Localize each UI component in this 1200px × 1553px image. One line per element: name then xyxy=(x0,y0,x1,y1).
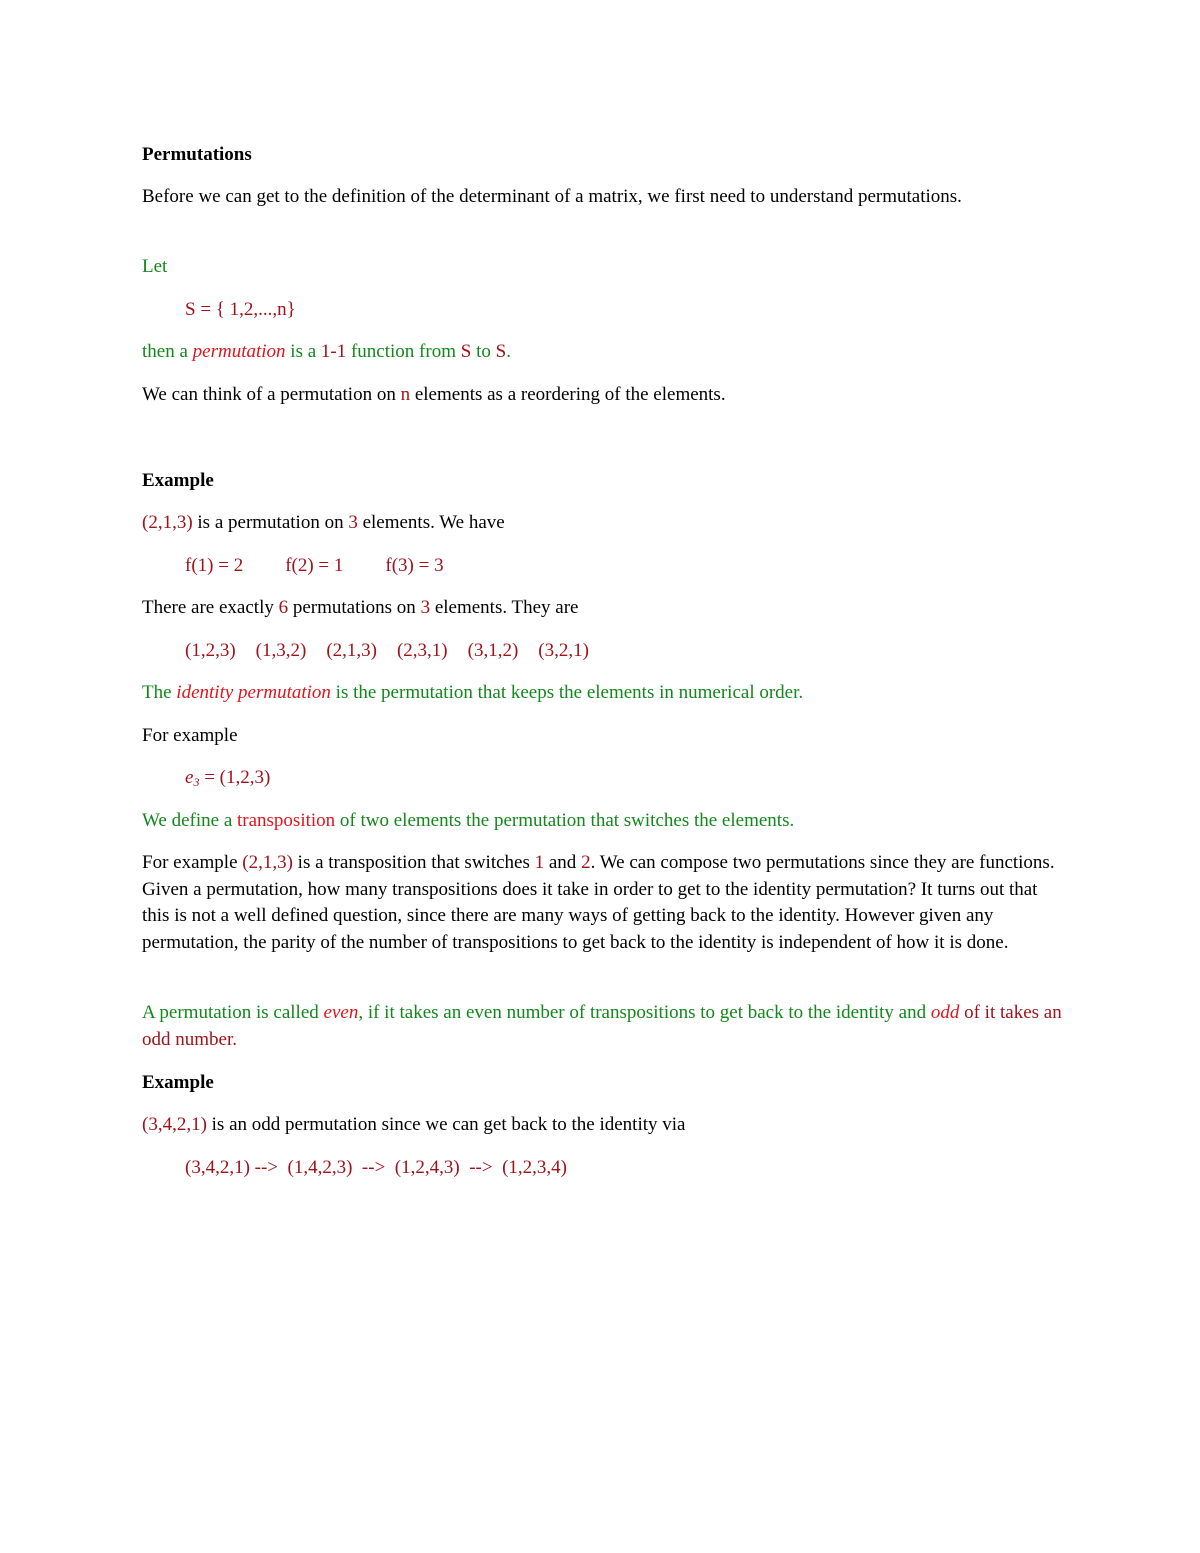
perm-text-b: elements. We have xyxy=(357,512,505,533)
n-variable: n xyxy=(400,384,411,405)
para-c: . We can compose two permutations since they are functions. Given a permutation, how many transpositions does it take in order to get to the identity permutation? It turns out that this is not a well defined question, since there are many ways of getting back to the identity. However given any permutation, the parity of the number of transpositions to get back to the identity is independent of how it is done. xyxy=(142,852,1055,953)
odd-term: odd xyxy=(930,1002,960,1023)
perm-item: (1,2,3) xyxy=(185,640,236,661)
intro-paragraph: Before we can get to the definition of the determinant of a matrix, we first need to understand permutations. xyxy=(142,186,962,207)
example-title-2: Example xyxy=(142,1072,214,1093)
function-values xyxy=(185,552,444,579)
transp-a: We define a xyxy=(142,810,237,831)
let-label: Let xyxy=(142,256,168,277)
odd-example-permutation: (3,4,2,1) xyxy=(142,1114,207,1135)
transposition-chain: (3,4,2,1) --> (1,4,2,3) --> (1,2,4,3) --> (1,2,3,4) xyxy=(185,1157,567,1178)
set-s-first: S xyxy=(460,341,472,362)
count-sentence xyxy=(142,594,578,621)
permutation-definition xyxy=(142,338,511,365)
para-one: 1 xyxy=(534,852,545,873)
identity-definition xyxy=(142,679,803,706)
transp-b: of two elements the permutation that switches the elements. xyxy=(335,810,795,831)
even-b: , if it takes an even number of transpositions to get back to the identity and xyxy=(358,1002,931,1023)
reordering-sentence xyxy=(142,381,726,408)
permutation-term: permutation xyxy=(192,341,286,362)
even-odd-definition xyxy=(142,999,1062,1053)
for-example-label: For example xyxy=(142,725,238,746)
perm-item: (2,1,3) xyxy=(326,640,377,661)
para-b: is a transposition that switches xyxy=(292,852,535,873)
identity-value: = (1,2,3) xyxy=(199,767,271,788)
section-title: Permutations xyxy=(142,144,252,165)
example-title: Example xyxy=(142,470,214,491)
set-s-second: S xyxy=(495,341,507,362)
f3-value: f(3) = 3 xyxy=(385,555,444,576)
identity-example xyxy=(185,764,270,791)
odd-b: of it takes an odd number. xyxy=(142,1002,1062,1050)
def-function: function from xyxy=(346,341,461,362)
even-term: even xyxy=(323,1002,359,1023)
example-permutation: (2,1,3) xyxy=(142,512,193,533)
six-count: 6 xyxy=(278,597,289,618)
e-subscript: 3 xyxy=(193,775,200,789)
transposition-term: transposition xyxy=(237,810,336,831)
one-to-one: 1-1 xyxy=(320,341,347,362)
perm-text-a: is a permutation on xyxy=(192,512,349,533)
identity-b: is the permutation that keeps the elements in numerical order. xyxy=(330,682,804,703)
transposition-paragraph xyxy=(142,850,1062,956)
think-text-a: We can think of a permutation on xyxy=(142,384,401,405)
def-period: . xyxy=(506,341,511,362)
identity-a: The xyxy=(142,682,177,703)
exactly-c: elements. They are xyxy=(430,597,579,618)
identity-term: identity permutation xyxy=(176,682,331,703)
para-two: 2 xyxy=(581,852,591,873)
permutation-list xyxy=(185,637,589,664)
para-and: and xyxy=(544,852,582,873)
transposition-definition xyxy=(142,807,794,834)
three-count-2: 3 xyxy=(420,597,431,618)
def-then: then a xyxy=(142,341,193,362)
set-definition: S = { 1,2,...,n} xyxy=(185,299,296,320)
para-permutation: (2,1,3) xyxy=(242,852,293,873)
para-a: For example xyxy=(142,852,243,873)
perm-item: (3,1,2) xyxy=(467,640,519,661)
perm-item: (3,2,1) xyxy=(538,640,589,661)
exactly-b: permutations on xyxy=(288,597,421,618)
f2-value: f(2) = 1 xyxy=(285,555,344,576)
f1-value: f(1) = 2 xyxy=(185,555,244,576)
three-count: 3 xyxy=(348,512,358,533)
e-symbol: e xyxy=(185,767,194,788)
think-text-b: elements as a reordering of the elements. xyxy=(410,384,726,405)
perm-item: (1,3,2) xyxy=(255,640,307,661)
perm-item: (2,3,1) xyxy=(396,640,448,661)
even-a: A permutation is called xyxy=(142,1002,324,1023)
odd-example-text: is an odd permutation since we can get back to the identity via xyxy=(206,1114,686,1135)
example-permutation-sentence xyxy=(142,509,505,536)
def-to: to xyxy=(471,341,496,362)
def-is: is a xyxy=(285,341,321,362)
odd-example-sentence xyxy=(142,1111,685,1138)
exactly-a: There are exactly xyxy=(142,597,279,618)
